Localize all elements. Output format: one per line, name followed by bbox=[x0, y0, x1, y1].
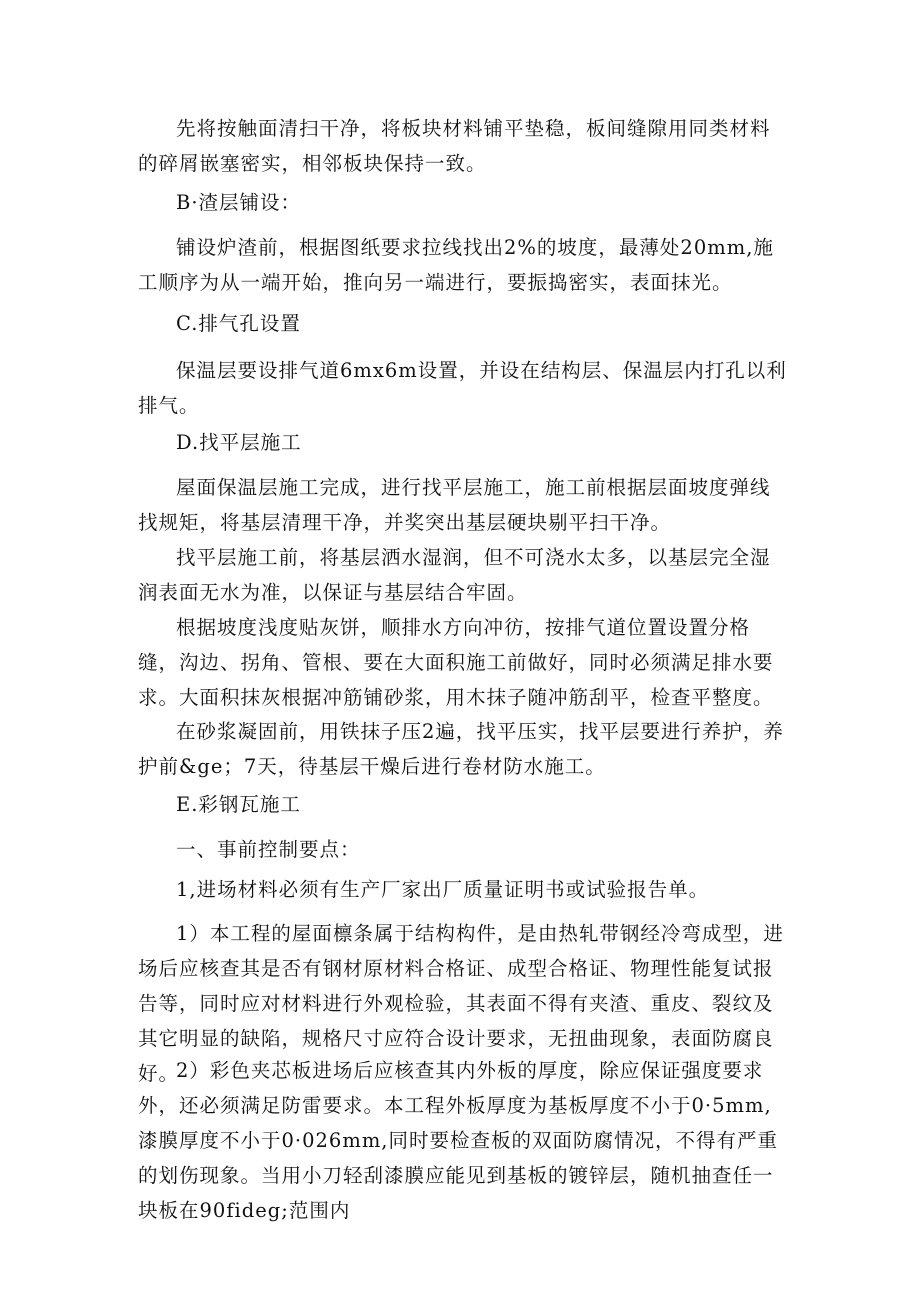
paragraph-leveling-3: 根据坡度浅度贴灰饼，顺排水方向冲彷，按排气道位置设置分格缝，沟边、拐角、管根、要在大面积施工前做好，同时必须满足排水要求。大面积抹灰根据冲筋铺砂浆，用木抹子随冲筋刮平，检查平整度。 bbox=[138, 616, 774, 709]
paragraph-vent-holes: 保温层要设排气道6mx6m设置，并设在结构层、保温层内打孔以利排气。 bbox=[138, 359, 787, 417]
paragraph-item-2-sandwich-panel: 2）彩色夹芯板进场后应核查其内外板的厚度，除应保证强度要求外，还必须满足防雷要求。本工程外板厚度为基板厚度不小于0·5mm,漆膜厚度不小于0·026mm,同时要检查板的双面防腐情况，不得有严重的划伤现象。当用小刀轻刮漆膜应能见到基板的镀锌层，随机抽查任一块板在90fideg;范围内 bbox=[138, 1059, 779, 1222]
paragraph-leveling-1: 屋面保温层施工完成，进行找平层施工，施工前根据层面坡度弹线找规矩，将基层清理干净，并奖突出基层硬块剔平扫干净。 bbox=[138, 476, 771, 534]
paragraph-item-1-purlins: 1）本工程的屋面檩条属于结构构件，是由热轧带钢经冷弯成型，进场后应核查其是否有钢材原材料合格证、成型合格证、物理性能复试报告等，同时应对材料进行外观检验，其表面不得有夹渣、重皮、裂纹及其它明显的缺陷，规格尺寸应符合设计要求，无扭曲现象，表面防腐良好。 bbox=[138, 922, 784, 1085]
paragraph-material-certificate: 1,进场材料必须有生产厂家出厂质量证明书或试验报告单。 bbox=[176, 878, 710, 901]
heading-b-slag-layer: B·渣层铺设： bbox=[176, 191, 302, 214]
heading-pre-control-points: 一、事前控制要点： bbox=[176, 838, 361, 861]
paragraph-leveling-2: 找平层施工前，将基层洒水湿润，但不可浇水太多，以基层完全湿润表面无水为准，以保证与基层结合牢固。 bbox=[138, 546, 771, 604]
heading-e-color-steel: E.彩钢瓦施工 bbox=[176, 793, 301, 816]
paragraph-slag-laying: 铺设炉渣前，根据图纸要求拉线找出2%的坡度，最薄处20mm,施工顺序为从一端开始，推向另一端进行，要振捣密实，表面抹光。 bbox=[138, 236, 774, 294]
paragraph-leveling-4: 在砂浆凝固前，用铁抹子压2遍，找平压实，找平层要进行养护，养护前&ge；7天，待基层干燥后进行卷材防水施工。 bbox=[138, 720, 784, 778]
heading-c-vent-holes: C.排气孔设置 bbox=[176, 312, 301, 335]
heading-d-leveling-layer: D.找平层施工 bbox=[176, 431, 302, 454]
paragraph-contact-surface: 先将按触面清扫干净，将板块材料铺平垫稳，板间缝隙用同类材料的碎屑嵌塞密实，相邻板块保持一致。 bbox=[138, 117, 771, 175]
